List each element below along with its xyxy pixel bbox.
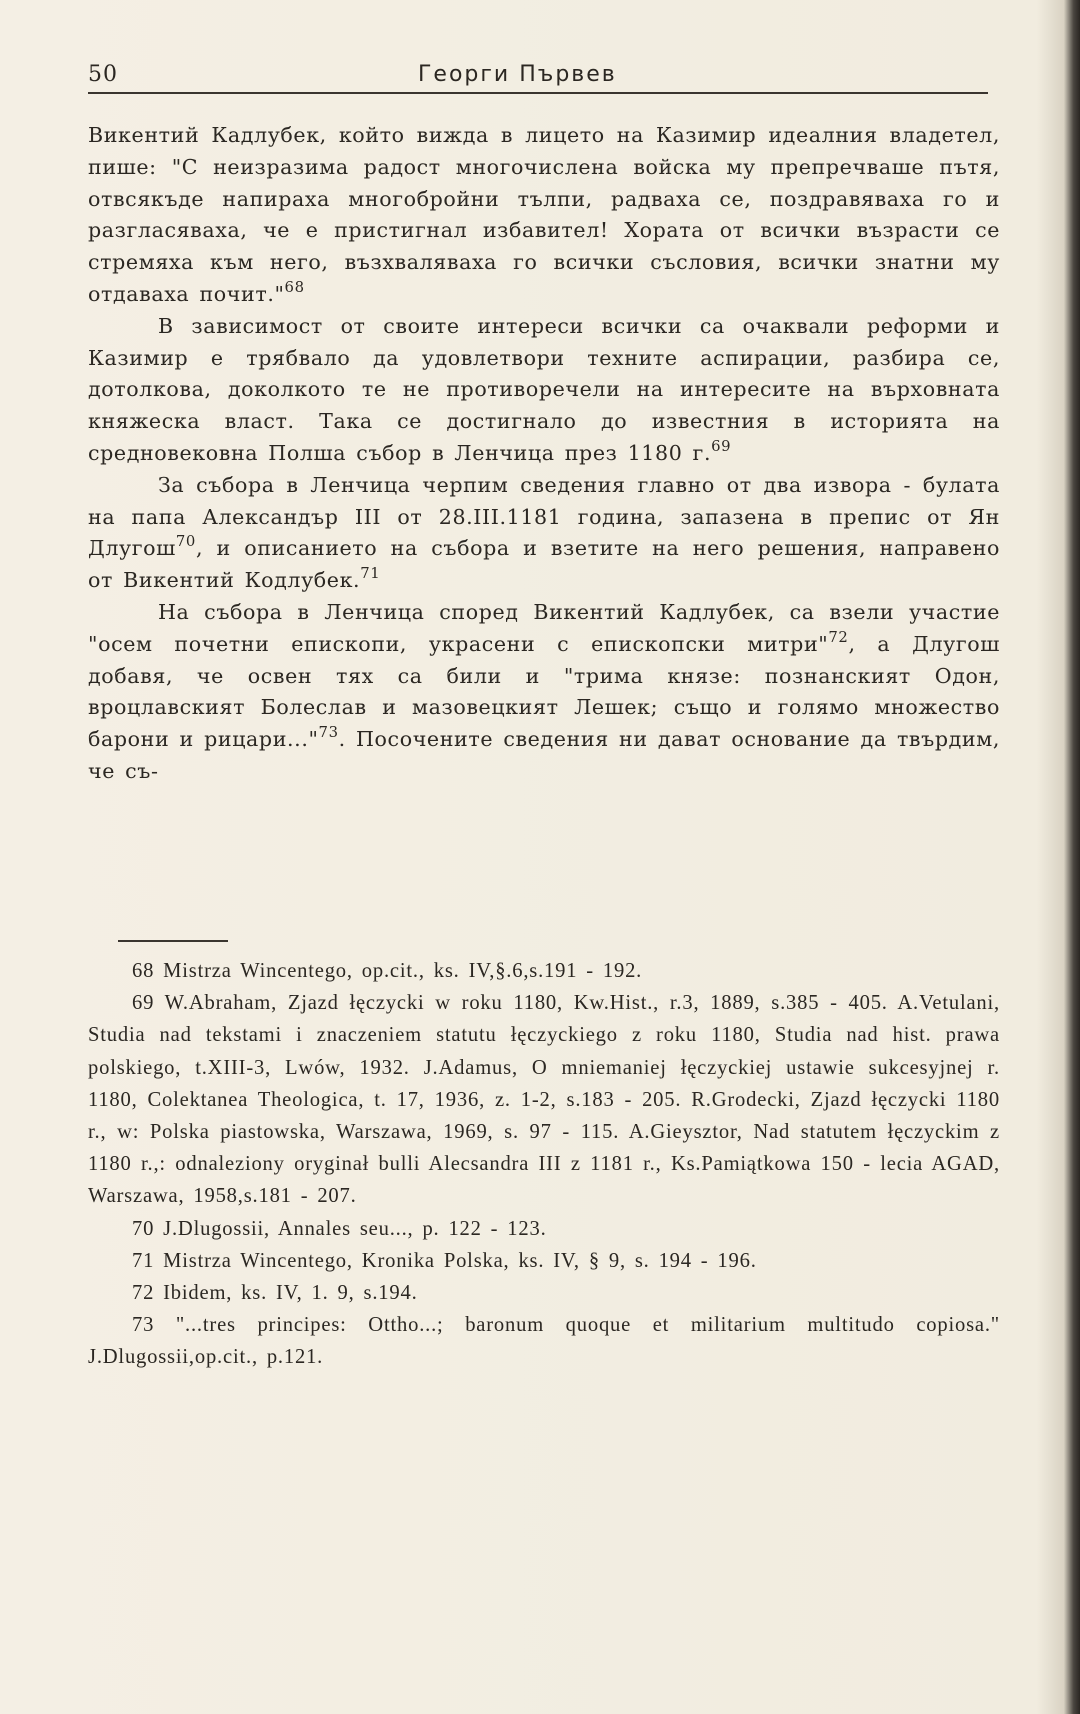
paragraph-text: На събора в Ленчица според Викентий Кадлубек, са взели участие "осем почетни епископи, украсени с епископски митри" bbox=[88, 599, 1000, 656]
footnote-73: 73 "...tres principes: Ottho...; baronum quoque et militarium multitudo copiosa." J.Dlugossii,op.cit., p.121. bbox=[88, 1314, 1000, 1369]
paragraph-2 bbox=[88, 311, 1000, 470]
footnote-ref-73: 73 bbox=[318, 723, 339, 741]
paragraph-text: За събора в Ленчица черпим сведения главно от два извора - булата на папа Александър III от 28.III.1181 година, запазена в препис от Ян Длугош bbox=[88, 472, 1000, 561]
paragraph-3 bbox=[88, 470, 1000, 597]
page-header bbox=[88, 58, 988, 94]
paragraph-text: , и описанието на събора и взетите на него решения, направено от Викентий Кодлубек. bbox=[88, 536, 1000, 593]
paragraph-4 bbox=[88, 597, 1000, 788]
footnote-ref-72: 72 bbox=[828, 628, 849, 646]
footnote-ref-68: 68 bbox=[284, 278, 305, 296]
paragraph-text: . Посочените сведения ни дават основание да твърдим, че съ- bbox=[88, 727, 1000, 783]
footnote-72: 72 Ibidem, ks. IV, 1. 9, s.194. bbox=[132, 1282, 418, 1305]
footnote-ref-69: 69 bbox=[711, 437, 732, 455]
footnote-ref-71: 71 bbox=[360, 564, 381, 582]
footnote-divider bbox=[118, 940, 228, 942]
paragraph-1 bbox=[88, 120, 1000, 311]
footnote-69: 69 W.Abraham, Zjazd łęczycki w roku 1180, Kw.Hist., r.3, 1889, s.385 - 405. A.Vetulani, Studia nad tekstami i znaczeniem statutu łęczyckiego z roku 1180, Studia nad hist. prawa polskiego, t.XIII-3, Lwów, 1932. J.Adamus, O mniemaniej łęczyckiej ustawie sukcesyjnej r. 1180, Colektanea Theologica, t. 17, 1936, z. 1-2, s.183 - 205. R.Grodecki, Zjazd łęczycki 1180 r., w: Polska piastowska, Warszawa, 1969, s. 97 - 115. A.Gieysztor, Nad statutem łęczyckim z 1180 r.,: odnaleziony oryginał bulli Alecsandra III z 1181 r., Ks.Pamiątkowa 150 - lecia AGAD, Warszawa, 1958,s.181 - 207. bbox=[88, 992, 1000, 1208]
footnotes bbox=[88, 955, 1000, 1374]
footnote-70: 70 J.Dlugossii, Annales seu..., p. 122 - 123. bbox=[132, 1217, 547, 1240]
main-text bbox=[88, 120, 1000, 788]
footnote-71: 71 Mistrza Wincentego, Kronika Polska, ks. IV, § 9, s. 194 - 196. bbox=[132, 1249, 757, 1272]
paragraph-text: В зависимост от своите интереси всички са очаквали реформи и Казимир е трябвало да удовлетвори техните аспирации, разбира се, дотолкова, доколкото те не противоречели на интересите на върховната княжеска власт. Така се достигнало до известния в историята на средновековна Полша събор в Ленчица през 1180 г. bbox=[88, 313, 1000, 465]
paragraph-text: , а Длугош добавя, че освен тях са били и "трима князе: познанският Одон, вроцлавският Болеслав и мазовецкият Лешек; също и голямо множество барони и рицари..." bbox=[88, 631, 1000, 752]
footnote-ref-70: 70 bbox=[175, 533, 196, 551]
page-number: 50 bbox=[88, 62, 118, 87]
footnote-68: 68 Mistrza Wincentego, op.cit., ks. IV,§.6,s.191 - 192. bbox=[132, 960, 643, 982]
paragraph-text: Викентий Кадлубек, който вижда в лицето на Казимир идеалния владетел, пише: "С неизразима радост многочислена войска му препречваше пътя, отвсякъде напираха многобройни тълпи, радваха се, поздравяваха го и разгласяваха, че е пристигнал избавител! Хората от всички възрасти се стремяха към него, възхваляваха го всички съсловия, всички знатни му отдаваха почит." bbox=[88, 123, 1000, 306]
running-title: Георги Първев bbox=[418, 62, 617, 87]
